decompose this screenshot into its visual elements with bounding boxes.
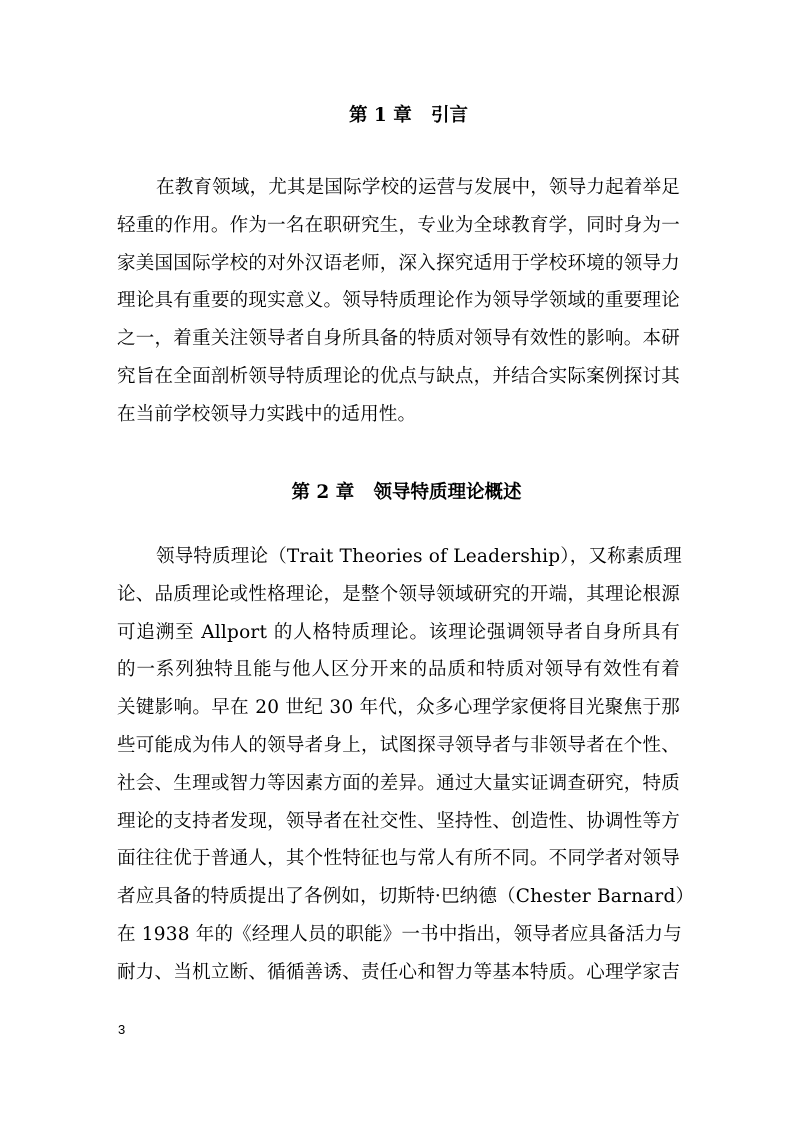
paragraph-line: 理论的支持者发现，领导者在社交性、坚持性、创造性、协调性等方 <box>117 810 680 832</box>
paragraph-line: 轻重的作用。作为一名在职研究生，专业为全球教育学，同时身为一 <box>117 214 680 236</box>
paragraph-line: 理论具有重要的现实意义。领导特质理论作为领导学领域的重要理论 <box>117 290 680 312</box>
chapter-1-title: 第 1 章 引言 <box>348 105 469 126</box>
paragraph-line: 在 1938 年的《经理人员的职能》一书中指出，领导者应具备活力与 <box>117 923 682 945</box>
paragraph-line: 些可能成为伟人的领导者身上，试图探寻领导者与非领导者在个性、 <box>117 734 680 756</box>
paragraph-line: 社会、生理或智力等因素方面的差异。通过大量实证调查研究，特质 <box>117 772 680 794</box>
paragraph-line: 耐力、当机立断、循循善诱、责任心和智力等基本特质。心理学家吉 <box>117 961 680 983</box>
paragraph-line: 家美国国际学校的对外汉语老师，深入探究适用于学校环境的领导力 <box>117 252 680 274</box>
paragraph-line: 究旨在全面剖析领导特质理论的优点与缺点，并结合实际案例探讨其 <box>117 365 680 387</box>
paragraph-line: 在当前学校领导力实践中的适用性。 <box>117 403 417 425</box>
chapter-2-paragraph <box>117 538 695 992</box>
paragraph-line: 者应具备的特质提出了各例如，切斯特·巴纳德（Chester Barnard） <box>117 886 695 908</box>
paragraph-line: 在教育领域，尤其是国际学校的运营与发展中，领导力起着举足 <box>156 177 680 198</box>
paragraph-line: 可追溯至 Allport 的人格特质理论。该理论强调领导者自身所具有 <box>117 621 680 643</box>
page-number: 3 <box>118 1022 126 1037</box>
paragraph-line: 面往往优于普通人，其个性特征也与常人有所不同。不同学者对领导 <box>117 848 680 870</box>
paragraph-line: 的一系列独特且能与他人区分开来的品质和特质对领导有效性有着 <box>117 659 680 681</box>
paragraph-line: 论、品质理论或性格理论，是整个领导领域研究的开端，其理论根源 <box>117 583 680 605</box>
paragraph-line: 关键影响。早在 20 世纪 30 年代，众多心理学家便将目光聚焦于那 <box>117 697 680 719</box>
paragraph-line: 领导特质理论（Trait Theories of Leadership），又称素质理 <box>156 546 682 567</box>
chapter-1-paragraph <box>117 169 680 434</box>
paragraph-line: 之一，着重关注领导者自身所具备的特质对领导有效性的影响。本研 <box>117 328 680 350</box>
chapter-2-title: 第 2 章 领导特质理论概述 <box>291 482 522 503</box>
